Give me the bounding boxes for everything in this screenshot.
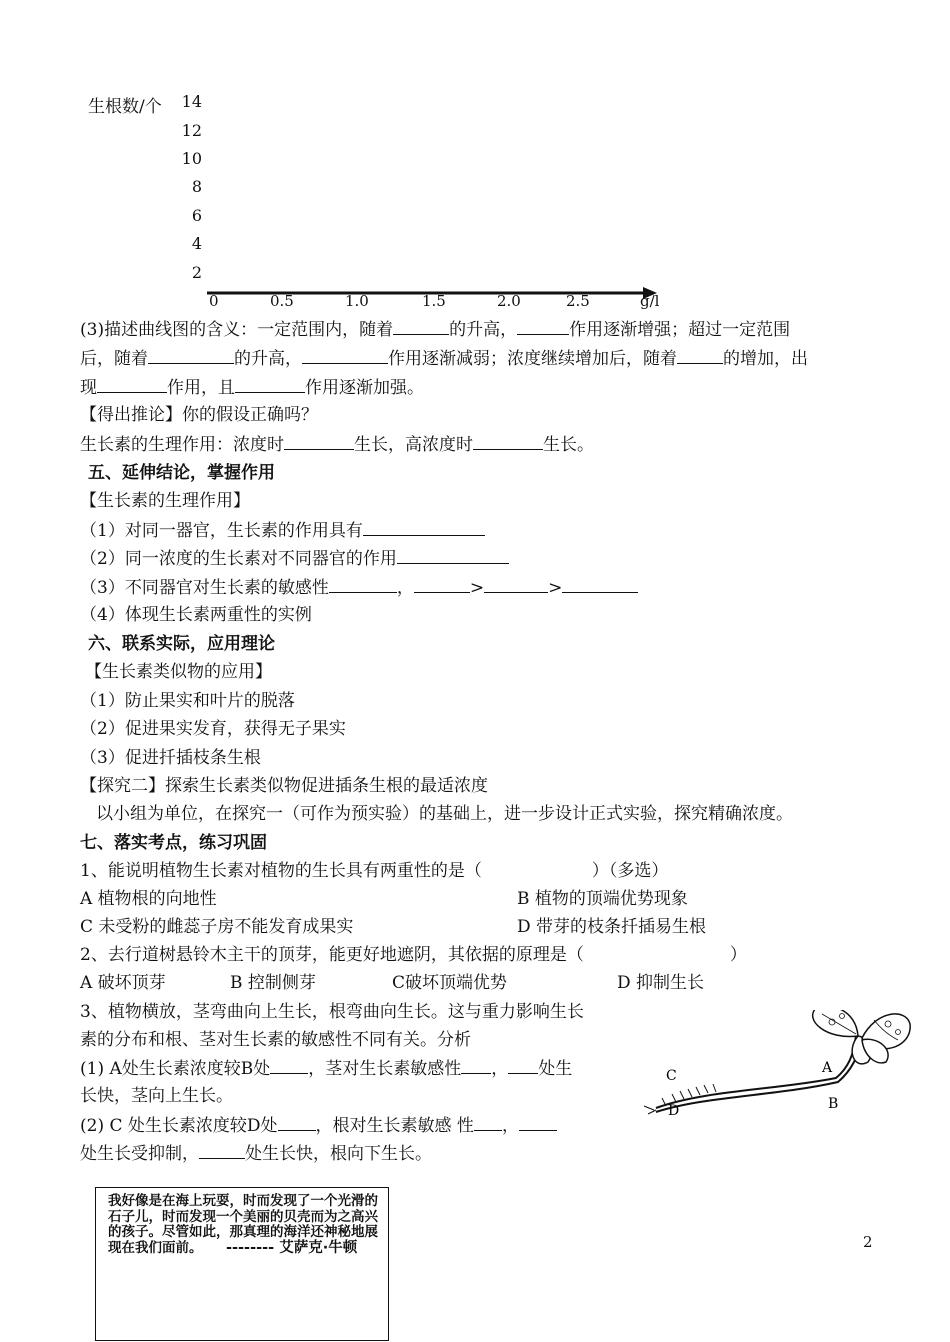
chart-y-label: 生根数/个 bbox=[88, 97, 162, 117]
plant-figure bbox=[636, 1010, 916, 1130]
blank[interactable] bbox=[677, 347, 723, 364]
conclusion-line: 生长素的生理作用：浓度时 生长，高浓度时 生长。 bbox=[80, 435, 594, 455]
blank[interactable] bbox=[474, 1114, 502, 1131]
chart-y-tick: 12 bbox=[181, 121, 202, 140]
question-2-option-c: C破坏顶端优势 bbox=[392, 973, 508, 993]
explore-2-heading: 【探究二】探索生长素类似物促进插条生根的最适浓度 bbox=[80, 776, 488, 796]
blank[interactable] bbox=[284, 433, 354, 450]
blank[interactable] bbox=[97, 376, 167, 393]
section-5-item-4: （4）体现生长素两重性的实例 bbox=[80, 605, 312, 625]
question-3-part-1: (1) A处生长素浓度较B处 ，茎对生长素敏感性 ， 处生 bbox=[80, 1059, 573, 1079]
quote-text: 我好像是在海上玩耍，时而发现了一个光滑的石子儿，时而发现一个美丽的贝壳而为之高兴的孩子。尽管如此，那真理的海洋还神秘地展现在我们面前。 -------- 艾萨克·牛顿 bbox=[108, 1193, 378, 1256]
blank[interactable] bbox=[484, 576, 548, 593]
section-5-item-1: （1）对同一器官，生长素的作用具有 bbox=[80, 519, 485, 542]
figure-label-c: C bbox=[666, 1068, 677, 1084]
question-2-option-b: B 控制侧芽 bbox=[230, 973, 316, 993]
blank[interactable] bbox=[235, 376, 305, 393]
blank[interactable] bbox=[302, 347, 388, 364]
question-1-option-a: A 植物根的向地性 bbox=[80, 889, 217, 909]
section-5-title: 五、延伸结论，掌握作用 bbox=[88, 463, 275, 483]
section-5-subtitle: 【生长素的生理作用】 bbox=[80, 491, 250, 511]
chart-y-tick: 8 bbox=[191, 177, 202, 196]
explore-2-description: 以小组为单位，在探究一（可作为预实验）的基础上，进一步设计正式实验，探究精确浓度。 bbox=[96, 804, 793, 824]
question-1-option-d: D 带芽的枝条扦插易生根 bbox=[517, 917, 707, 937]
blank[interactable] bbox=[508, 1057, 538, 1074]
question-3-line-1: 3、植物横放，茎弯曲向上生长，根弯曲向生长。这与重力影响生长 bbox=[80, 1002, 584, 1022]
blank[interactable] bbox=[393, 318, 449, 335]
question-2-option-d: D 抑制生长 bbox=[617, 973, 705, 993]
section-5-item-2: （2）同一浓度的生长素对不同器官的作用 bbox=[80, 547, 509, 570]
blank[interactable] bbox=[363, 519, 485, 536]
blank[interactable] bbox=[517, 318, 569, 335]
chart-x-tick: 0 bbox=[209, 292, 219, 310]
chart-x-tick: 1.5 bbox=[422, 292, 446, 310]
section-6-item-3: （3）促进扦插枝条生根 bbox=[80, 748, 261, 768]
question-3-part-2: (2) C 处生长素浓度较D处 ，根对生长素敏感 性 ， bbox=[80, 1114, 557, 1137]
blank[interactable] bbox=[473, 433, 543, 450]
question-2-option-a: A 破坏顶芽 bbox=[80, 973, 166, 993]
blank[interactable] bbox=[278, 1114, 316, 1131]
question-2: 2、去行道树悬铃木主干的顶芽，能更好地遮阴，其依据的原理是（ ） bbox=[80, 945, 747, 965]
chart-y-tick: 6 bbox=[191, 206, 202, 225]
blank[interactable] bbox=[397, 547, 509, 564]
blank[interactable] bbox=[519, 1114, 557, 1131]
chart-x-unit: g/l bbox=[640, 292, 660, 310]
question-3-part-1-cont: 长快，茎向上生长。 bbox=[80, 1086, 233, 1106]
blank[interactable] bbox=[414, 576, 470, 593]
figure-label-d: D bbox=[668, 1103, 680, 1119]
chart-y-tick: 14 bbox=[181, 92, 202, 111]
section-6-title: 六、联系实际，应用理论 bbox=[88, 634, 275, 654]
chart-x-tick: 0.5 bbox=[270, 292, 294, 310]
section-5-item-3: （3）不同器官对生长素的敏感性 ， > > bbox=[80, 576, 638, 599]
chart-x-tick: 1.0 bbox=[345, 292, 369, 310]
quote-box bbox=[95, 1187, 389, 1341]
blank[interactable] bbox=[329, 576, 397, 593]
section-6-item-1: （1）防止果实和叶片的脱落 bbox=[80, 691, 295, 711]
blank[interactable] bbox=[199, 1142, 245, 1159]
figure-label-a: A bbox=[822, 1060, 833, 1076]
question-3-line-2: 素的分布和根、茎对生长素的敏感性不同有关。分析 bbox=[80, 1030, 471, 1050]
page-number: 2 bbox=[863, 1233, 873, 1251]
question-1-option-c: C 未受粉的雌蕊子房不能发育成果实 bbox=[80, 917, 354, 937]
chart-y-tick: 4 bbox=[191, 234, 202, 253]
question-3-part-2-cont: 处生长受抑制， 处生长快，根向下生长。 bbox=[80, 1144, 432, 1164]
q3-line-1: (3)描述曲线图的含义：一定范围内，随着 的升高， 作用逐渐增强；超过一定范围 bbox=[80, 320, 791, 340]
blank[interactable] bbox=[270, 1057, 308, 1074]
chart-x-tick: 2.5 bbox=[566, 292, 590, 310]
section-6-item-2: （2）促进果实发育，获得无子果实 bbox=[80, 719, 346, 739]
blank[interactable] bbox=[562, 576, 638, 593]
chart-x-tick: 2.0 bbox=[497, 292, 521, 310]
q3-line-3: 现 作用，且 作用逐渐加强。 bbox=[80, 378, 424, 398]
section-6-subtitle: 【生长素类似物的应用】 bbox=[85, 662, 272, 682]
q3-line-2: 后，随着 的升高， 作用逐渐减弱；浓度继续增加后，随着 的增加，出 bbox=[80, 349, 808, 369]
quote-author: -------- 艾萨克·牛顿 bbox=[226, 1239, 358, 1256]
question-1-option-b: B 植物的顶端优势现象 bbox=[517, 889, 688, 909]
question-1: 1、能说明植物生长素对植物的生长具有两重性的是（ ）（多选） bbox=[80, 861, 669, 881]
section-7-title: 七、落实考点，练习巩固 bbox=[80, 833, 267, 853]
figure-label-b: B bbox=[828, 1096, 839, 1112]
blank[interactable] bbox=[461, 1057, 491, 1074]
chart-y-tick: 10 bbox=[181, 149, 202, 168]
blank[interactable] bbox=[148, 347, 234, 364]
conclusion-heading: 【得出推论】你的假设正确吗？ bbox=[80, 405, 318, 425]
chart-y-tick: 2 bbox=[191, 263, 202, 282]
